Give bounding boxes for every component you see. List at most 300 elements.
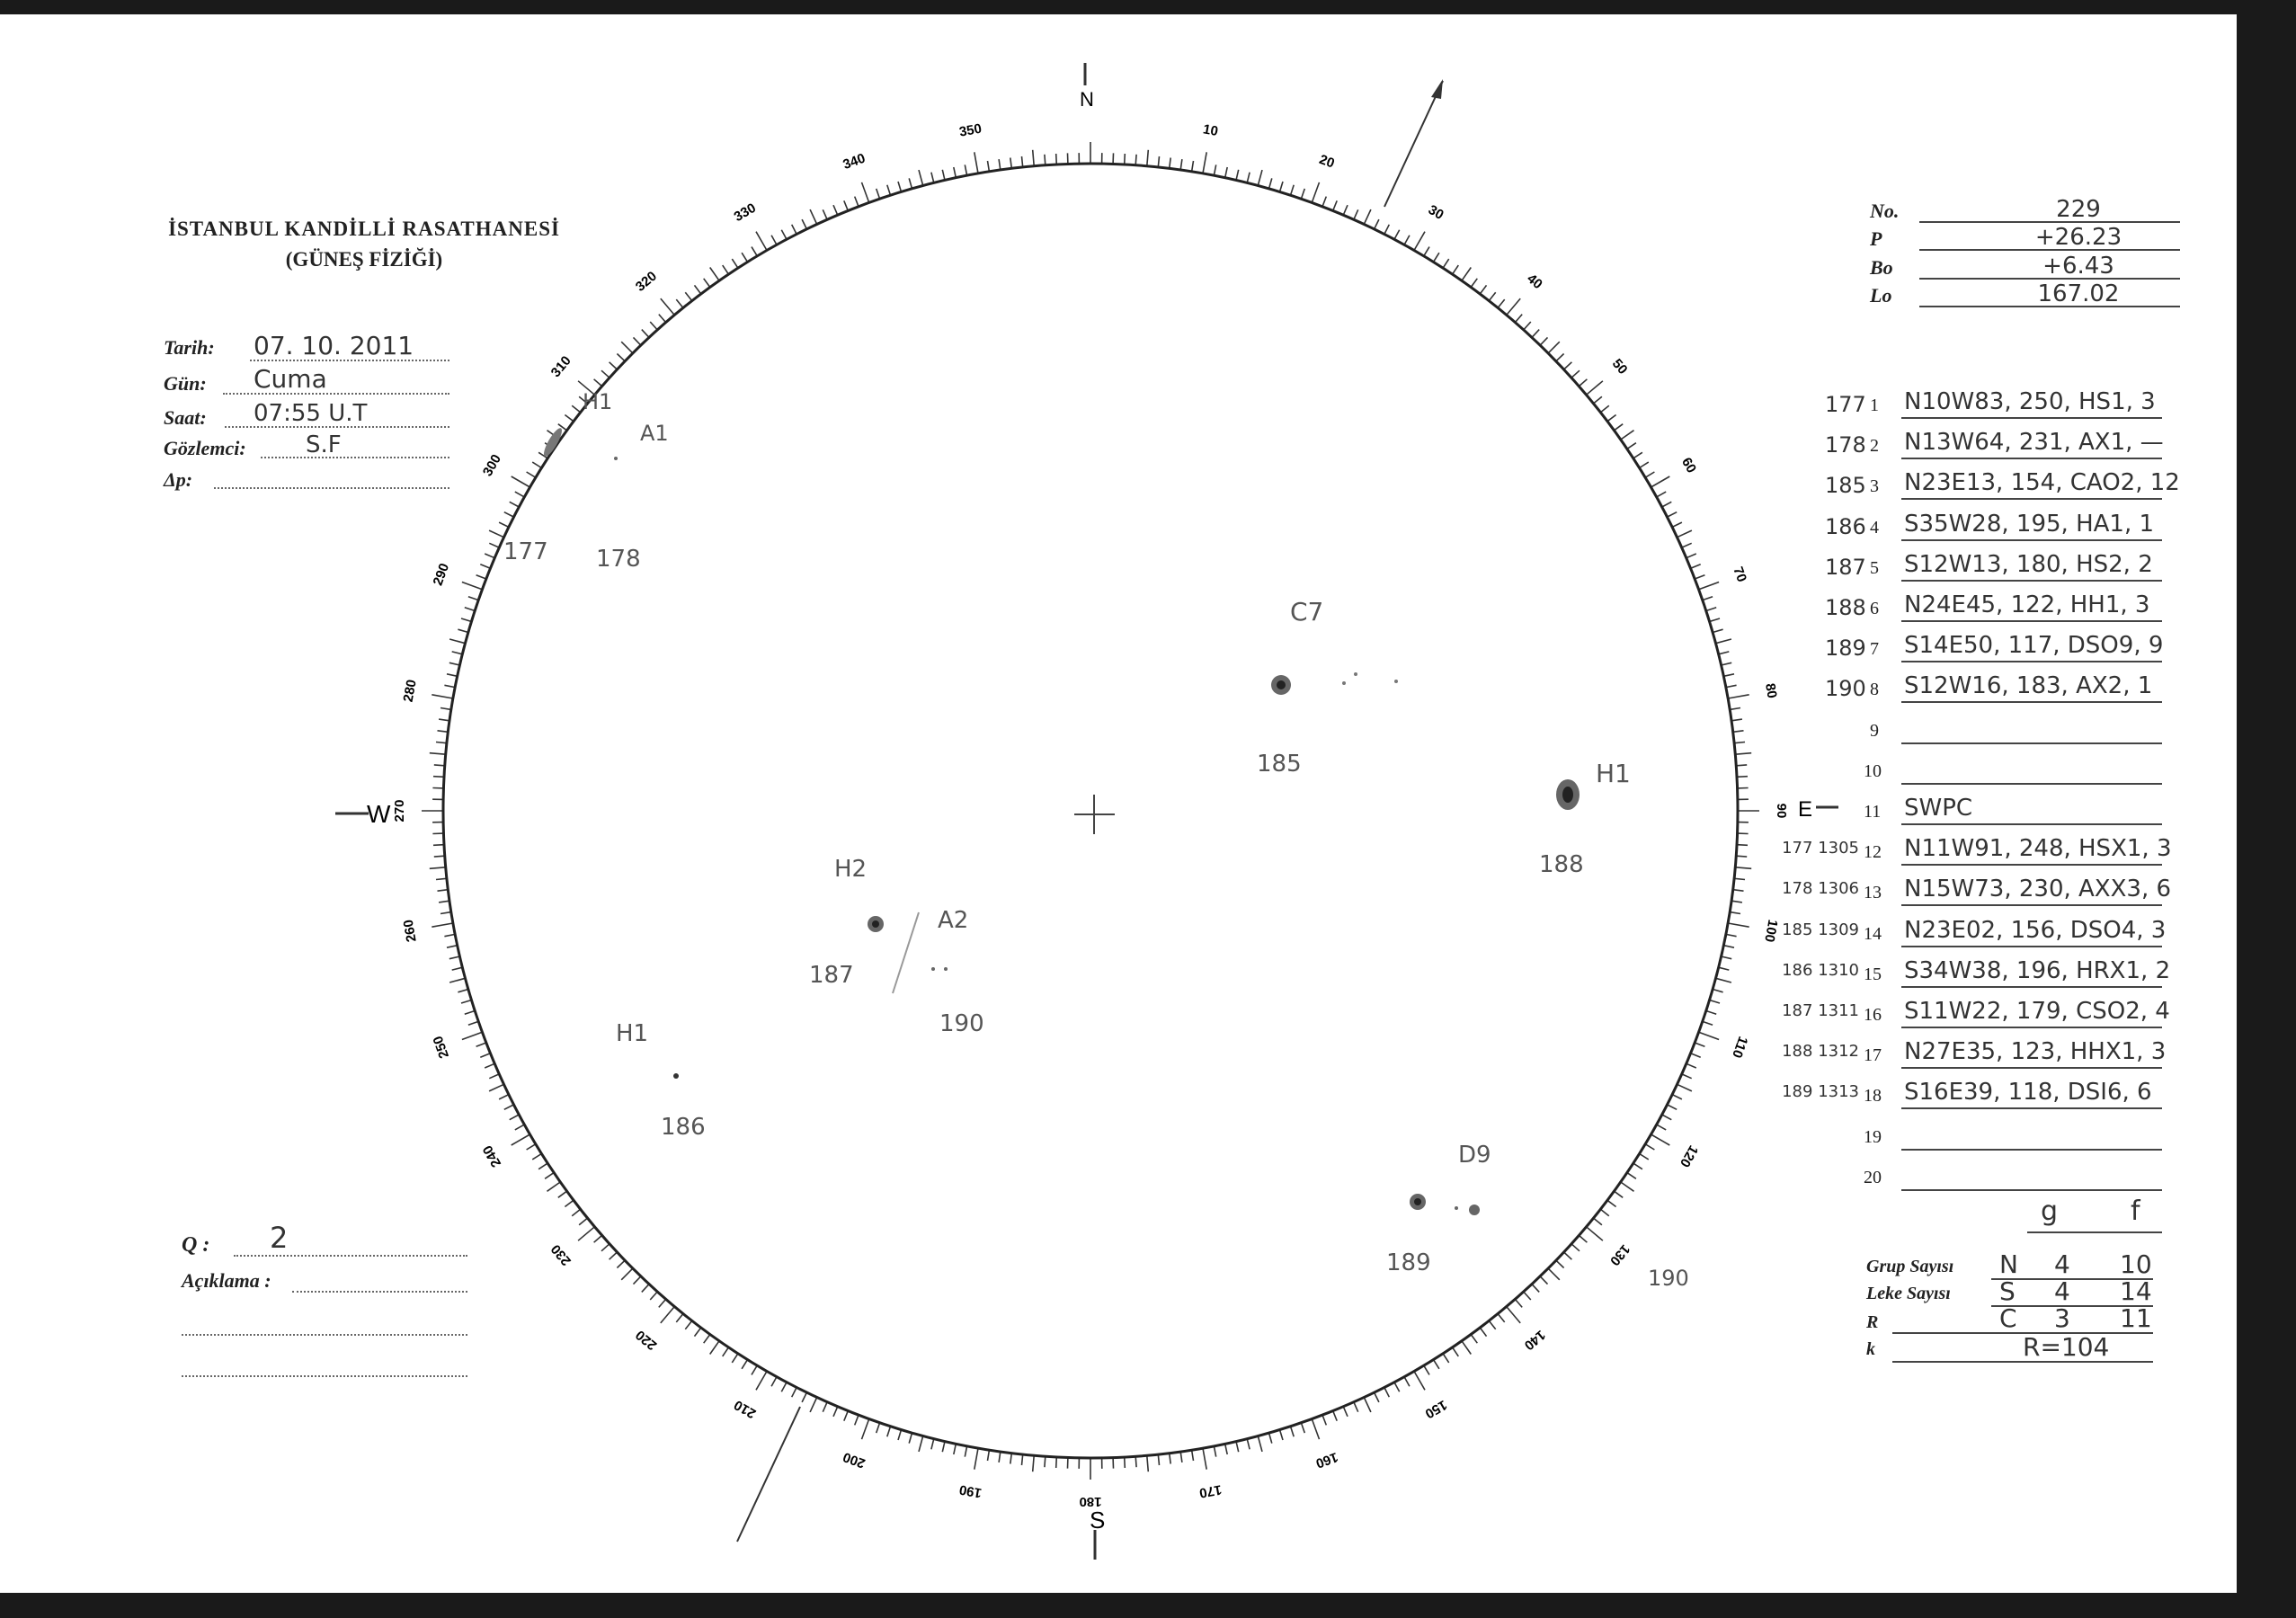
degree-tick bbox=[458, 990, 468, 992]
degree-tick bbox=[1507, 298, 1520, 315]
degree-tick bbox=[781, 230, 787, 240]
group-tag: 178 bbox=[1825, 432, 1866, 458]
degree-tick bbox=[1158, 1454, 1159, 1465]
group-row-number: 6 bbox=[1870, 599, 1879, 618]
degree-tick bbox=[1343, 1407, 1348, 1417]
degree-tick bbox=[532, 462, 541, 467]
degree-tick bbox=[1524, 322, 1531, 330]
spot-count-label: Leke Sayısı bbox=[1866, 1284, 1951, 1303]
degree-tick bbox=[1489, 1320, 1495, 1329]
degree-tick bbox=[1033, 150, 1035, 166]
degree-tick bbox=[444, 934, 455, 936]
degree-tick bbox=[433, 777, 444, 778]
observatory-title: İSTANBUL KANDİLLİ RASATHANESİ bbox=[168, 218, 560, 240]
east-marker: E bbox=[1798, 797, 1813, 822]
degree-tick bbox=[1548, 1268, 1560, 1280]
degree-tick bbox=[1225, 1444, 1228, 1454]
group-tag: 186 1310 bbox=[1782, 960, 1859, 980]
degree-tick bbox=[610, 362, 618, 369]
degree-tick bbox=[434, 765, 445, 766]
degree-tick bbox=[1548, 342, 1560, 353]
degree-tick bbox=[752, 1365, 757, 1374]
degree-tick bbox=[1333, 1411, 1338, 1421]
degree-tick bbox=[974, 152, 978, 173]
label-a1: A1 bbox=[640, 421, 669, 446]
sunspot-190-b bbox=[944, 967, 948, 971]
degree-tick bbox=[634, 337, 641, 345]
degree-tick bbox=[676, 1314, 683, 1322]
degree-tick bbox=[444, 685, 455, 687]
degree-tick bbox=[1703, 597, 1713, 600]
disk-outline bbox=[443, 164, 1738, 1458]
c-row-g: 3 bbox=[2054, 1303, 2070, 1333]
degree-tick bbox=[565, 415, 574, 422]
group-tag: 177 bbox=[1825, 392, 1866, 417]
degree-tick bbox=[1579, 1235, 1587, 1242]
degree-tick bbox=[1280, 182, 1284, 192]
group-row-number: 12 bbox=[1864, 842, 1882, 863]
degree-tick bbox=[1615, 1191, 1624, 1197]
degree-tick bbox=[802, 219, 806, 229]
degree-tick bbox=[1678, 530, 1692, 538]
degree-tick bbox=[1651, 476, 1670, 487]
group-row-number: 13 bbox=[1864, 883, 1882, 903]
degree-tick bbox=[862, 1419, 869, 1440]
degree-tick bbox=[1424, 1365, 1429, 1374]
degree-tick bbox=[1010, 158, 1012, 169]
n-row-letter: N bbox=[1999, 1249, 2018, 1279]
degree-tick bbox=[621, 1268, 633, 1280]
degree-tick bbox=[1730, 708, 1740, 710]
group-row-text: S14E50, 117, DSO9, 9 bbox=[1904, 632, 2164, 660]
sunspot-185-umbra bbox=[1277, 680, 1286, 689]
degree-tick bbox=[436, 742, 447, 743]
group-row-number: 9 bbox=[1870, 720, 1879, 741]
degree-tick bbox=[1333, 200, 1338, 210]
label-178: 178 bbox=[596, 546, 641, 573]
degree-tick bbox=[659, 1299, 666, 1307]
degree-tick bbox=[1640, 462, 1649, 467]
group-count-label: Grup Sayısı bbox=[1866, 1257, 1954, 1276]
degree-tick bbox=[1733, 890, 1744, 892]
r-label: R bbox=[1866, 1312, 1879, 1332]
degree-tick bbox=[1706, 608, 1716, 611]
degree-tick bbox=[999, 159, 1001, 170]
degree-tick bbox=[432, 923, 453, 927]
degree-tick bbox=[823, 209, 827, 219]
degree-label: 10 bbox=[1201, 121, 1220, 139]
label-h1-low: H1 bbox=[616, 1020, 649, 1047]
degree-label: 310 bbox=[547, 352, 574, 381]
degree-tick bbox=[1192, 161, 1194, 172]
param-label: Bo bbox=[1870, 256, 1893, 279]
degree-tick bbox=[898, 182, 902, 192]
degree-tick bbox=[781, 1382, 787, 1392]
degree-label: 210 bbox=[731, 1396, 759, 1422]
degree-tick bbox=[449, 639, 465, 644]
degree-tick bbox=[465, 608, 475, 611]
degree-tick bbox=[1722, 662, 1732, 665]
q-label: Q : bbox=[182, 1233, 210, 1257]
degree-tick bbox=[1726, 685, 1737, 687]
degree-tick bbox=[723, 265, 729, 274]
degree-tick bbox=[489, 543, 499, 547]
degree-tick bbox=[594, 1235, 602, 1242]
degree-tick bbox=[1010, 1454, 1012, 1464]
degree-tick bbox=[792, 1388, 796, 1398]
degree-tick bbox=[1716, 639, 1731, 644]
degree-label: 340 bbox=[841, 150, 868, 173]
group-row-number: 4 bbox=[1870, 517, 1879, 538]
degree-tick bbox=[1214, 164, 1215, 175]
col-f-header: f bbox=[2131, 1196, 2140, 1227]
degree-tick bbox=[1594, 1218, 1602, 1225]
degree-tick bbox=[617, 1260, 625, 1267]
south-marker: S bbox=[1090, 1507, 1106, 1534]
degree-tick bbox=[1269, 178, 1272, 189]
degree-tick bbox=[438, 731, 449, 733]
degree-tick bbox=[572, 1209, 580, 1215]
n-row-g: 4 bbox=[2054, 1249, 2070, 1279]
s-row-g: 4 bbox=[2054, 1276, 2070, 1306]
degree-tick bbox=[650, 322, 657, 330]
degree-tick bbox=[476, 1043, 486, 1046]
degree-tick bbox=[1135, 1456, 1136, 1467]
degree-tick bbox=[449, 956, 460, 959]
degree-tick bbox=[512, 476, 530, 487]
degree-tick bbox=[527, 472, 536, 477]
label-h1-right: H1 bbox=[1596, 759, 1631, 788]
group-row-number: 15 bbox=[1864, 964, 1882, 984]
degree-tick bbox=[1710, 618, 1721, 622]
group-row-text: S12W16, 183, AX2, 1 bbox=[1904, 672, 2153, 700]
degree-tick bbox=[510, 502, 520, 507]
degree-tick bbox=[1354, 1402, 1358, 1412]
degree-tick bbox=[1571, 1244, 1580, 1251]
degree-tick bbox=[1672, 1095, 1682, 1099]
degree-tick bbox=[1699, 582, 1720, 590]
axis-line-bottom bbox=[737, 1407, 800, 1542]
degree-tick bbox=[1045, 155, 1046, 165]
degree-tick bbox=[695, 1328, 701, 1337]
degree-tick bbox=[1737, 777, 1748, 778]
degree-tick bbox=[723, 1347, 729, 1356]
degree-tick bbox=[1719, 652, 1730, 654]
degree-label: 100 bbox=[1761, 918, 1781, 944]
degree-tick bbox=[1364, 1398, 1371, 1412]
degree-tick bbox=[823, 1402, 827, 1412]
degree-label: 300 bbox=[479, 451, 505, 479]
degree-tick bbox=[458, 629, 468, 632]
group-row-number: 17 bbox=[1864, 1045, 1882, 1066]
degree-tick bbox=[510, 1115, 520, 1120]
degree-tick bbox=[439, 901, 449, 902]
degree-tick bbox=[661, 1307, 674, 1323]
degree-tick bbox=[515, 492, 525, 497]
sunspot-187-umbra bbox=[872, 920, 879, 928]
degree-tick bbox=[1532, 330, 1539, 338]
degree-tick bbox=[1384, 1388, 1389, 1398]
degree-tick bbox=[468, 597, 478, 600]
degree-tick bbox=[462, 582, 483, 590]
degree-tick bbox=[1322, 197, 1326, 207]
sunspot-185-tail bbox=[1342, 681, 1346, 685]
degree-tick bbox=[1192, 1450, 1194, 1461]
degree-tick bbox=[1657, 492, 1667, 497]
degree-tick bbox=[1462, 268, 1471, 281]
degree-tick bbox=[558, 1191, 567, 1197]
degree-tick bbox=[999, 1452, 1001, 1462]
degree-tick bbox=[1645, 472, 1654, 477]
degree-tick bbox=[1515, 1299, 1522, 1307]
degree-tick bbox=[480, 565, 490, 569]
degree-tick bbox=[1682, 1074, 1692, 1079]
degree-tick bbox=[1434, 253, 1439, 262]
group-row-number: 7 bbox=[1870, 639, 1879, 660]
degree-tick bbox=[1033, 1455, 1035, 1471]
degree-tick bbox=[1564, 362, 1572, 369]
degree-tick bbox=[802, 1392, 806, 1402]
degree-tick bbox=[1434, 1360, 1439, 1369]
west-marker: W bbox=[367, 800, 391, 828]
degree-tick bbox=[1158, 156, 1159, 167]
degree-tick bbox=[1135, 155, 1136, 165]
day-label: Gün: bbox=[164, 372, 207, 395]
degree-tick bbox=[468, 1021, 478, 1025]
degree-label: 280 bbox=[400, 678, 420, 704]
degree-tick bbox=[1627, 1173, 1636, 1179]
degree-tick bbox=[1453, 1347, 1459, 1356]
r-total: R=104 bbox=[2023, 1332, 2110, 1362]
degree-tick bbox=[1703, 1021, 1713, 1025]
degree-tick bbox=[1498, 1314, 1505, 1322]
degree-tick bbox=[810, 1398, 817, 1412]
degree-tick bbox=[1203, 1448, 1206, 1470]
degree-tick bbox=[1734, 742, 1745, 743]
degree-tick bbox=[434, 856, 445, 857]
degree-tick bbox=[1723, 674, 1734, 677]
degree-tick bbox=[1022, 156, 1023, 167]
degree-tick bbox=[1269, 1433, 1272, 1444]
group-row-text: S35W28, 195, HA1, 1 bbox=[1904, 510, 2155, 538]
group-row-text: SWPC bbox=[1904, 795, 1973, 822]
sunspot-190 bbox=[931, 967, 935, 971]
group-row-number: 11 bbox=[1864, 802, 1882, 822]
label-190: 190 bbox=[939, 1010, 984, 1037]
degree-tick bbox=[1726, 934, 1737, 936]
group-tag: 177 1305 bbox=[1782, 839, 1859, 858]
degree-tick bbox=[704, 279, 710, 288]
degree-tick bbox=[931, 1439, 934, 1450]
degree-tick bbox=[1453, 265, 1459, 274]
degree-label: 110 bbox=[1729, 1034, 1751, 1061]
degree-tick bbox=[634, 1276, 641, 1285]
degree-tick bbox=[1236, 170, 1239, 181]
degree-tick bbox=[601, 1244, 610, 1251]
degree-tick bbox=[1540, 337, 1547, 345]
degree-tick bbox=[1695, 575, 1704, 579]
degree-tick bbox=[1699, 1032, 1720, 1039]
group-row-number: 20 bbox=[1864, 1167, 1882, 1187]
degree-tick bbox=[1462, 1341, 1471, 1355]
sunspot-189-umbra bbox=[1414, 1198, 1421, 1205]
degree-tick bbox=[1645, 1144, 1654, 1150]
degree-tick bbox=[1225, 167, 1228, 178]
degree-tick bbox=[661, 298, 674, 315]
degree-tick bbox=[1147, 150, 1149, 166]
degree-tick bbox=[1734, 878, 1745, 879]
degree-label: 90 bbox=[1774, 803, 1790, 819]
degree-tick bbox=[447, 674, 458, 677]
degree-label: 160 bbox=[1313, 1448, 1340, 1471]
group-tag: 189 1313 bbox=[1782, 1082, 1859, 1102]
degree-tick bbox=[659, 315, 666, 323]
degree-tick bbox=[1443, 259, 1449, 268]
degree-tick bbox=[1736, 856, 1747, 857]
degree-tick bbox=[1214, 1446, 1215, 1457]
group-tag: 186 bbox=[1825, 513, 1866, 539]
degree-tick bbox=[756, 232, 767, 251]
group-row-text: S34W38, 196, HRX1, 2 bbox=[1904, 956, 2171, 984]
degree-tick bbox=[1733, 731, 1744, 733]
degree-tick bbox=[430, 753, 446, 755]
degree-tick bbox=[1489, 292, 1495, 300]
degree-tick bbox=[1471, 1335, 1477, 1344]
degree-tick bbox=[547, 1182, 561, 1191]
degree-tick bbox=[1312, 182, 1319, 203]
degree-tick bbox=[1443, 1354, 1449, 1363]
degree-tick bbox=[1672, 522, 1682, 527]
degree-tick bbox=[810, 209, 817, 224]
degree-tick bbox=[685, 292, 691, 300]
degree-tick bbox=[1722, 956, 1732, 959]
degree-tick bbox=[432, 695, 453, 698]
degree-tick bbox=[545, 1173, 554, 1179]
group-tag: 188 1312 bbox=[1782, 1042, 1859, 1062]
degree-tick bbox=[1056, 1457, 1057, 1468]
degree-tick bbox=[833, 1407, 838, 1417]
degree-tick bbox=[610, 1252, 618, 1259]
degree-tick bbox=[1736, 765, 1747, 766]
degree-tick bbox=[1125, 1457, 1126, 1468]
degree-tick bbox=[1532, 1285, 1539, 1293]
degree-tick bbox=[1045, 1456, 1046, 1467]
degree-tick bbox=[485, 1063, 494, 1068]
degree-tick bbox=[441, 912, 451, 914]
degree-tick bbox=[988, 161, 990, 172]
degree-tick bbox=[572, 405, 580, 412]
degree-label: 170 bbox=[1197, 1481, 1224, 1501]
degree-tick bbox=[515, 1125, 525, 1130]
degree-tick bbox=[1180, 1452, 1182, 1462]
degree-tick bbox=[919, 170, 923, 185]
degree-tick bbox=[1735, 753, 1751, 755]
degree-tick bbox=[578, 1227, 594, 1240]
degree-tick bbox=[1678, 1084, 1692, 1091]
degree-tick bbox=[565, 1200, 574, 1206]
group-row-number: 8 bbox=[1870, 680, 1879, 700]
degree-label: 70 bbox=[1730, 565, 1750, 584]
label-189: 189 bbox=[1386, 1249, 1431, 1276]
degree-tick bbox=[676, 299, 683, 307]
degree-tick bbox=[1587, 381, 1603, 395]
degree-label: 140 bbox=[1520, 1327, 1549, 1354]
degree-tick bbox=[909, 178, 912, 189]
degree-tick bbox=[855, 1415, 859, 1425]
degree-tick bbox=[1662, 1115, 1672, 1120]
c-row-f: 11 bbox=[2120, 1303, 2152, 1333]
degree-tick bbox=[1203, 152, 1206, 173]
degree-tick bbox=[1728, 695, 1749, 698]
degree-tick bbox=[441, 708, 451, 710]
degree-tick bbox=[756, 1372, 767, 1391]
degree-tick bbox=[1571, 370, 1580, 378]
col-g-header: g bbox=[2041, 1196, 2059, 1227]
degree-tick bbox=[1471, 279, 1477, 288]
degree-tick bbox=[1258, 1436, 1262, 1452]
degree-tick bbox=[1731, 719, 1742, 721]
degree-label: 60 bbox=[1678, 455, 1700, 476]
sunspot-188-umbra bbox=[1562, 787, 1573, 803]
degree-label: 350 bbox=[957, 120, 983, 140]
degree-tick bbox=[1621, 1182, 1634, 1191]
degree-label: 240 bbox=[479, 1142, 505, 1170]
degree-tick bbox=[601, 370, 610, 378]
sunspot-185-tail-3 bbox=[1394, 680, 1398, 683]
degree-tick bbox=[1394, 1382, 1400, 1392]
group-row-number: 19 bbox=[1864, 1126, 1882, 1147]
degree-tick bbox=[742, 253, 747, 262]
degree-tick bbox=[1424, 247, 1429, 256]
time-label: Saat: bbox=[164, 406, 207, 429]
degree-tick bbox=[1691, 1053, 1701, 1058]
axis-arrowhead bbox=[1431, 79, 1443, 99]
degree-tick bbox=[489, 530, 503, 538]
observer-value: S.F bbox=[306, 431, 342, 458]
degree-tick bbox=[1713, 990, 1723, 992]
degree-label: 80 bbox=[1762, 681, 1780, 700]
degree-tick bbox=[433, 845, 444, 846]
degree-tick bbox=[1515, 315, 1522, 323]
date-value: 07. 10. 2011 bbox=[254, 331, 414, 360]
degree-tick bbox=[752, 247, 757, 256]
degree-tick bbox=[449, 662, 460, 665]
group-row-number: 3 bbox=[1870, 476, 1879, 497]
label-187: 187 bbox=[809, 962, 854, 989]
degree-tick bbox=[1662, 502, 1672, 507]
degree-tick bbox=[1640, 1154, 1649, 1160]
degree-tick bbox=[909, 1433, 912, 1444]
degree-tick bbox=[710, 1341, 719, 1355]
degree-tick bbox=[489, 1074, 499, 1079]
group-tag: 189 bbox=[1825, 636, 1866, 662]
sunspot-178 bbox=[614, 457, 618, 460]
degree-tick bbox=[1414, 1372, 1425, 1391]
degree-tick bbox=[1291, 1427, 1295, 1436]
label-h2: H2 bbox=[834, 856, 868, 883]
degree-tick bbox=[1312, 1419, 1319, 1440]
degree-tick bbox=[1322, 1415, 1326, 1425]
degree-label: 190 bbox=[957, 1481, 983, 1501]
degree-tick bbox=[480, 1053, 490, 1058]
degree-label: 320 bbox=[632, 268, 661, 295]
group-row-text: N10W83, 250, HS1, 3 bbox=[1904, 388, 2156, 415]
degree-tick bbox=[1600, 1209, 1608, 1215]
degree-tick bbox=[1657, 1125, 1667, 1130]
axis-arrow-top bbox=[1384, 81, 1443, 207]
degree-tick bbox=[621, 342, 633, 353]
observatory-subtitle: (GÜNEŞ FİZİĞİ) bbox=[285, 248, 443, 271]
